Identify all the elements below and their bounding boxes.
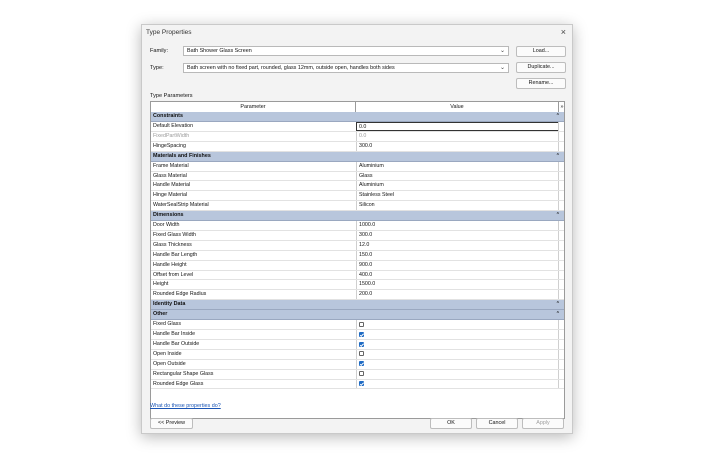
- parameter-row[interactable]: [151, 181, 564, 191]
- parameter-name: Rectangular Shape Glass: [153, 370, 214, 377]
- parameter-value-cell: [356, 320, 559, 329]
- help-link[interactable]: What do these properties do?: [150, 403, 221, 409]
- parameter-row[interactable]: [151, 320, 564, 330]
- row-end-cell: [558, 172, 564, 181]
- row-end-cell: [558, 320, 564, 329]
- parameter-name: Glass Material: [153, 172, 187, 179]
- row-end-cell: [558, 241, 564, 250]
- parameter-value[interactable]: 400.0: [356, 271, 559, 280]
- parameters-grid: [150, 101, 565, 419]
- parameter-name: FixedPartWidth: [153, 132, 190, 139]
- parameter-value[interactable]: 0.0: [356, 122, 559, 131]
- duplicate-button[interactable]: Duplicate...: [516, 62, 566, 73]
- parameter-name: Handle Material: [153, 182, 191, 189]
- collapse-icon[interactable]: ⌃: [555, 152, 560, 159]
- rename-button[interactable]: Rename...: [516, 78, 566, 89]
- parameter-value-cell: [356, 330, 559, 339]
- row-end-cell: [558, 271, 564, 280]
- title-bar: [142, 25, 572, 41]
- parameter-name: Glass Thickness: [153, 241, 192, 248]
- group-header-label: Constraints: [153, 113, 183, 119]
- preview-button[interactable]: << Preview: [150, 418, 193, 429]
- row-end-cell: [558, 142, 564, 151]
- parameter-row[interactable]: [151, 330, 564, 340]
- parameter-value-cell: [356, 370, 559, 379]
- parameter-name: Door Width: [153, 222, 180, 229]
- parameter-name: Open Inside: [153, 350, 182, 357]
- row-end-cell: [558, 191, 564, 200]
- parameter-row[interactable]: [151, 350, 564, 360]
- collapse-icon[interactable]: ⌃: [555, 113, 560, 119]
- chevron-down-icon: ⌄: [499, 65, 505, 71]
- parameter-row[interactable]: [151, 251, 564, 261]
- parameter-value: 0.0: [356, 132, 559, 141]
- parameter-value[interactable]: 900.0: [356, 261, 559, 270]
- parameter-row[interactable]: [151, 172, 564, 182]
- column-header-parameter[interactable]: Parameter: [151, 102, 356, 112]
- group-header-label: Other: [153, 311, 168, 318]
- cancel-button[interactable]: Cancel: [476, 418, 518, 429]
- parameter-name: Height: [153, 281, 169, 288]
- parameter-name: Frame Material: [153, 162, 189, 169]
- parameter-name: Handle Bar Length: [153, 251, 198, 258]
- checkbox-unchecked[interactable]: [359, 371, 364, 376]
- type-properties-dialog: [141, 24, 573, 434]
- group-header[interactable]: [151, 300, 564, 310]
- collapse-icon[interactable]: ⌃: [555, 212, 560, 219]
- row-end-cell: [558, 122, 564, 131]
- type-select[interactable]: [183, 63, 509, 73]
- parameter-name: Handle Bar Inside: [153, 331, 196, 338]
- parameter-value[interactable]: Glass: [356, 172, 559, 181]
- group-header[interactable]: [151, 211, 564, 221]
- parameter-row[interactable]: [151, 340, 564, 350]
- parameter-row[interactable]: [151, 231, 564, 241]
- parameter-value-cell: [356, 350, 559, 359]
- parameter-value[interactable]: 300.0: [356, 231, 559, 240]
- parameter-row[interactable]: [151, 370, 564, 380]
- parameter-row[interactable]: [151, 142, 564, 152]
- family-select-value: Bath Shower Glass Screen: [187, 48, 252, 54]
- type-label: Type:: [150, 65, 164, 71]
- row-end-cell: [558, 221, 564, 230]
- group-header[interactable]: [151, 112, 564, 122]
- collapse-icon[interactable]: ⌃: [555, 311, 560, 318]
- row-end-cell: [558, 162, 564, 171]
- family-select[interactable]: [183, 46, 509, 56]
- parameter-row[interactable]: [151, 360, 564, 370]
- parameter-name: Rounded Edge Radius: [153, 291, 207, 298]
- parameter-name: Handle Bar Outside: [153, 341, 200, 348]
- checkbox-checked[interactable]: [359, 381, 364, 386]
- type-parameters-label: Type Parameters: [150, 93, 193, 99]
- parameter-name: WaterSealStrip Material: [153, 202, 209, 209]
- type-select-value: Bath screen with no fixed part, rounded, glass 12mm, outside open, handles both sides: [187, 65, 395, 71]
- row-end-cell: [558, 201, 564, 210]
- parameter-row[interactable]: [151, 162, 564, 172]
- row-end-cell: [558, 380, 564, 389]
- parameter-value-cell: [356, 360, 559, 369]
- checkbox-checked[interactable]: [359, 361, 364, 366]
- row-end-cell: [558, 360, 564, 369]
- checkbox-checked[interactable]: [359, 342, 364, 347]
- parameter-row[interactable]: [151, 201, 564, 211]
- parameter-row[interactable]: [151, 280, 564, 290]
- grid-rows: [151, 112, 564, 389]
- checkbox-unchecked[interactable]: [359, 322, 364, 327]
- row-end-cell: [558, 340, 564, 349]
- group-header[interactable]: [151, 152, 564, 162]
- parameter-row[interactable]: [151, 290, 564, 300]
- group-header-label: Materials and Finishes: [153, 152, 211, 159]
- parameter-value[interactable]: Stainless Steel: [356, 191, 559, 200]
- parameter-name: Fixed Glass: [153, 321, 181, 328]
- parameter-row[interactable]: [151, 191, 564, 201]
- parameter-value[interactable]: 150.0: [356, 251, 559, 260]
- parameter-name: Rounded Edge Glass: [153, 380, 204, 387]
- row-end-cell: [558, 132, 564, 141]
- row-end-cell: [558, 330, 564, 339]
- close-icon[interactable]: ×: [560, 27, 566, 37]
- parameter-value-cell: [356, 340, 559, 349]
- dialog-title: Type Properties: [146, 29, 192, 36]
- ok-button[interactable]: OK: [430, 418, 472, 429]
- group-header-label: Identity Data: [153, 301, 186, 308]
- load-button[interactable]: Load...: [516, 46, 566, 57]
- parameter-value[interactable]: 12.0: [356, 241, 559, 250]
- row-end-cell: [558, 251, 564, 260]
- row-end-cell: [558, 181, 564, 190]
- row-end-cell: [558, 370, 564, 379]
- checkbox-unchecked[interactable]: [359, 351, 364, 356]
- parameter-row[interactable]: [151, 132, 564, 142]
- row-end-cell: [558, 290, 564, 299]
- parameter-name: Fixed Glass Width: [153, 232, 196, 239]
- group-header-label: Dimensions: [153, 212, 184, 219]
- parameter-name: HingeSpacing: [153, 142, 186, 149]
- row-end-cell: [558, 231, 564, 240]
- parameter-name: Open Outside: [153, 360, 186, 367]
- parameter-value[interactable]: 300.0: [356, 142, 559, 151]
- checkbox-checked[interactable]: [359, 332, 364, 337]
- parameter-value[interactable]: Silicon: [356, 201, 559, 210]
- parameter-row[interactable]: [151, 261, 564, 271]
- parameter-row[interactable]: [151, 241, 564, 251]
- parameter-value[interactable]: 1000.0: [356, 221, 559, 230]
- parameter-value[interactable]: Aluminium: [356, 181, 559, 190]
- chevron-down-icon: ⌄: [499, 48, 505, 54]
- row-end-cell: [558, 280, 564, 289]
- collapse-icon[interactable]: ⌃: [555, 301, 560, 308]
- parameter-row[interactable]: [151, 380, 564, 390]
- apply-button[interactable]: Apply: [522, 418, 564, 429]
- parameter-name: Default Elevation: [153, 123, 194, 129]
- parameter-row[interactable]: [151, 122, 564, 132]
- expand-columns-icon[interactable]: »: [560, 104, 564, 110]
- parameter-value[interactable]: 200.0: [356, 290, 559, 299]
- parameter-value-cell: [356, 380, 559, 389]
- row-end-cell: [558, 350, 564, 359]
- column-header-value[interactable]: Value: [356, 102, 559, 112]
- family-label: Family:: [150, 48, 169, 54]
- parameter-row[interactable]: [151, 221, 564, 231]
- parameter-row[interactable]: [151, 271, 564, 281]
- parameter-value[interactable]: Aluminium: [356, 162, 559, 171]
- parameter-name: Handle Height: [153, 261, 187, 268]
- parameter-value[interactable]: 1500.0: [356, 280, 559, 289]
- group-header[interactable]: [151, 310, 564, 320]
- parameter-name: Offset from Level: [153, 271, 194, 278]
- parameter-name: Hinge Material: [153, 192, 188, 199]
- row-end-cell: [558, 261, 564, 270]
